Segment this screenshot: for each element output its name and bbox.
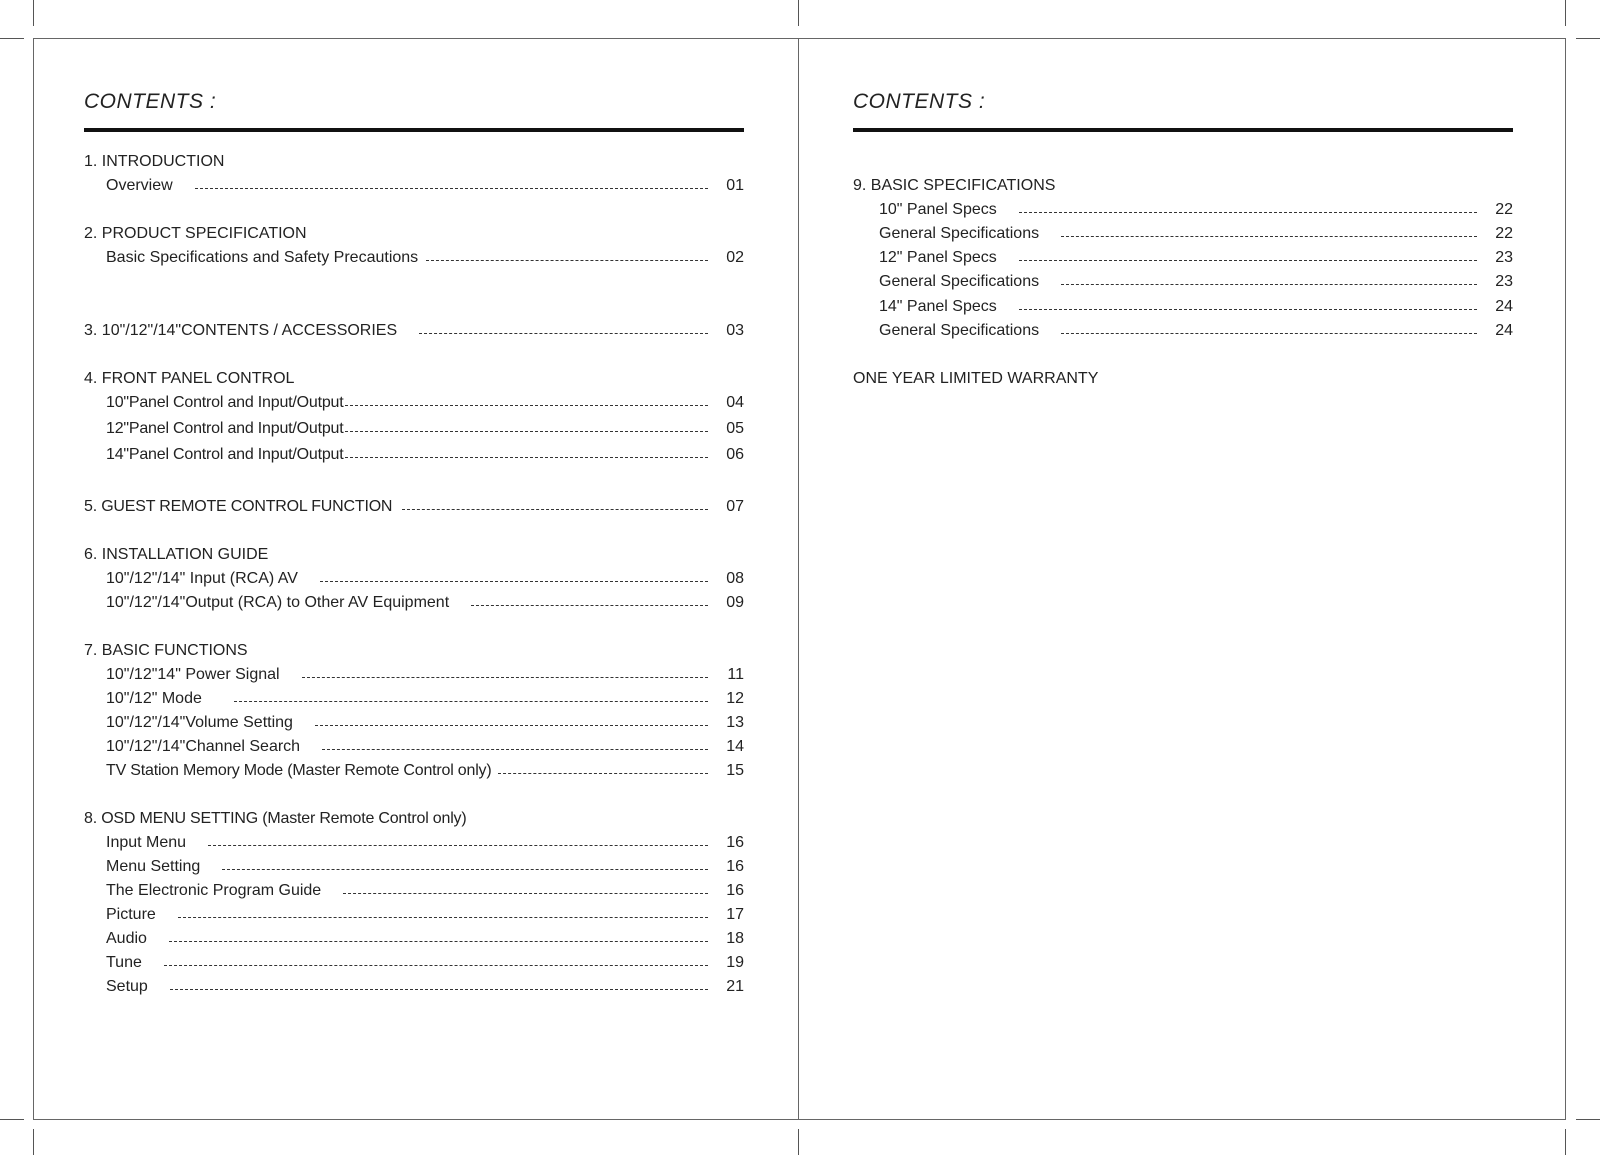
crop-mark [798,0,799,26]
toc-entry[interactable]: General Specifications 23 [879,273,1513,290]
section-title: 4. FRONT PANEL CONTROL [84,370,295,387]
crop-mark [798,1129,799,1155]
toc-entry[interactable]: 3. 10"/12"/14"CONTENTS / ACCESSORIES 03 [84,322,744,339]
section-title: 2. PRODUCT SPECIFICATION [84,225,307,242]
heading-rule [84,128,744,132]
section-title: 8. OSD MENU SETTING (Master Remote Control only) [84,810,467,827]
toc-entry[interactable]: 12"Panel Control and Input/Output 05 [106,420,744,437]
toc-entry[interactable]: 10"Panel Control and Input/Output 04 [106,394,744,411]
section-title: 1. INTRODUCTION [84,153,225,170]
section-title: 6. INSTALLATION GUIDE [84,546,269,563]
toc-entry[interactable]: Setup 21 [106,978,744,995]
toc-entry[interactable]: 10"/12"/14"Output (RCA) to Other AV Equipment 09 [106,594,744,611]
page-heading: CONTENTS : [853,90,986,113]
toc-entry[interactable]: Menu Setting 16 [106,858,744,875]
toc-entry[interactable]: 12" Panel Specs 23 [879,249,1513,266]
heading-rule [853,128,1513,132]
crop-mark [0,1119,24,1120]
toc-entry[interactable]: Basic Specifications and Safety Precautions 02 [106,249,744,266]
toc-entry[interactable]: Overview 01 [106,177,744,194]
crop-mark [1565,1129,1566,1155]
toc-entry[interactable]: 10"/12"/14"Channel Search 14 [106,738,744,755]
page-heading: CONTENTS : [84,90,217,113]
warranty-entry[interactable]: ONE YEAR LIMITED WARRANTY [853,370,1099,387]
toc-entry[interactable]: General Specifications 24 [879,322,1513,339]
section-title: 9. BASIC SPECIFICATIONS [853,177,1056,194]
toc-entry[interactable]: Picture 17 [106,906,744,923]
toc-entry[interactable]: Input Menu 16 [106,834,744,851]
crop-mark [33,0,34,26]
toc-entry[interactable]: 10" Panel Specs 22 [879,201,1513,218]
toc-entry[interactable]: TV Station Memory Mode (Master Remote Control only) 15 [106,762,744,779]
toc-entry[interactable]: 10"/12"/14" Input (RCA) AV 08 [106,570,744,587]
toc-entry[interactable]: Audio 18 [106,930,744,947]
section-title: 7. BASIC FUNCTIONS [84,642,248,659]
crop-mark [0,38,24,39]
toc-entry[interactable]: 10"/12"14" Power Signal 11 [106,666,744,683]
crop-mark [1576,38,1600,39]
toc-entry[interactable]: 5. GUEST REMOTE CONTROL FUNCTION 07 [84,498,744,515]
toc-entry[interactable]: Tune 19 [106,954,744,971]
toc-entry[interactable]: The Electronic Program Guide 16 [106,882,744,899]
toc-entry[interactable]: 14" Panel Specs 24 [879,298,1513,315]
crop-mark [33,1129,34,1155]
toc-entry[interactable]: 10"/12"/14"Volume Setting 13 [106,714,744,731]
crop-mark [1565,0,1566,26]
toc-entry[interactable]: 14"Panel Control and Input/Output 06 [106,446,744,463]
toc-entry[interactable]: General Specifications 22 [879,225,1513,242]
center-fold [798,38,799,1120]
crop-mark [1576,1119,1600,1120]
toc-entry[interactable]: 10"/12" Mode 12 [106,690,744,707]
